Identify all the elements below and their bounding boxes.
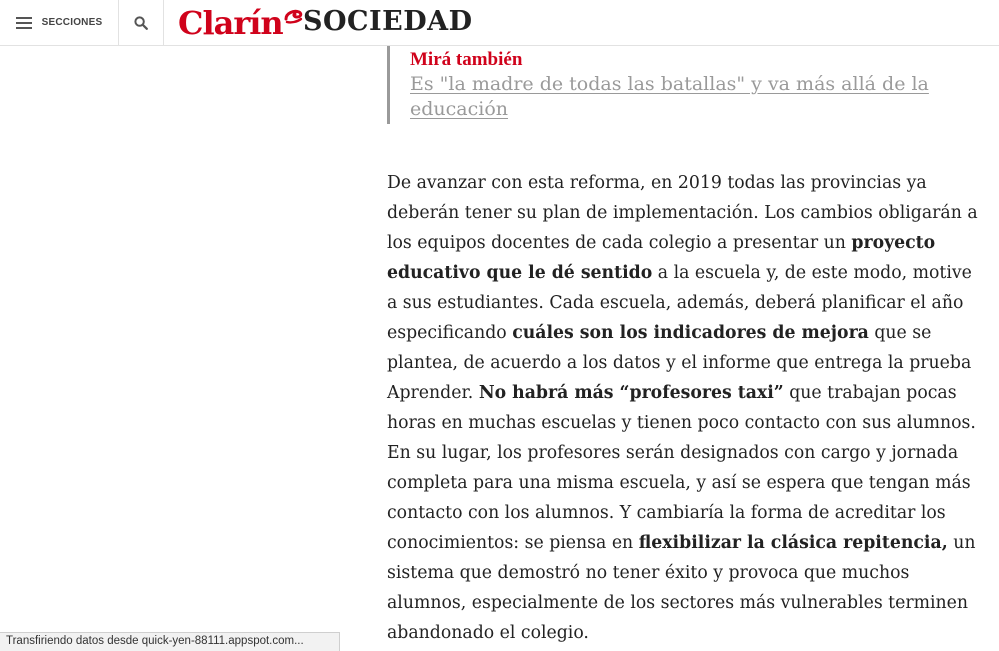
browser-status-bar: Transfiriendo datos desde quick-yen-88111.appspot.com... <box>0 632 340 651</box>
related-article-link[interactable]: Es "la madre de todas las batallas" y va más allá de la educación <box>410 73 929 120</box>
article-paragraph <box>387 168 987 648</box>
logo-swirl-icon <box>284 9 304 25</box>
article-text: que se plantea, de acuerdo a los datos y el informe que entrega la prueba Aprender. <box>387 323 972 403</box>
section-title[interactable]: SOCIEDAD <box>303 6 473 37</box>
article-highlight: flexibilizar la clásica repitencia, <box>638 533 948 553</box>
article-highlight: proyecto educativo que le dé sentido <box>387 233 936 283</box>
article-text: un sistema que demostró no tener éxito y provoca que muchos alumnos, especialmente de los sectores más vulnerables terminen abandonado el colegio. <box>387 533 976 643</box>
sections-menu-label: SECCIONES <box>41 17 103 28</box>
search-button[interactable] <box>119 0 164 45</box>
logo-wordmark: Clarín <box>178 4 283 42</box>
sections-menu-button[interactable] <box>0 0 119 45</box>
related-article-box <box>387 46 947 124</box>
clarin-logo[interactable] <box>178 4 304 42</box>
hamburger-icon <box>16 17 32 29</box>
article-text: De avanzar con esta reforma, en 2019 todas las provincias ya deberán tener su plan de implementación. Los cambios obligarán a los equipos docentes de cada colegio a presentar un <box>387 173 978 253</box>
top-navigation-bar <box>0 0 999 46</box>
search-icon <box>134 16 148 30</box>
related-kicker: Mirá también <box>410 49 523 70</box>
article-text: a la escuela y, de este modo, motive a sus estudiantes. Cada escuela, además, deberá planificar el año especificando <box>387 263 972 343</box>
article-highlight: No habrá más “profesores taxi” <box>478 383 784 403</box>
article-highlight: cuáles son los indicadores de mejora <box>512 323 869 343</box>
article-text: que trabajan pocas horas en muchas escuelas y tienen poco contacto con sus alumnos. En su lugar, los profesores serán designados con cargo y jornada completa para una misma escuela, y así se espera que tengan más contacto con los alumnos. Y cambiaría la forma de acreditar los conocimientos: se piensa en <box>387 383 976 553</box>
